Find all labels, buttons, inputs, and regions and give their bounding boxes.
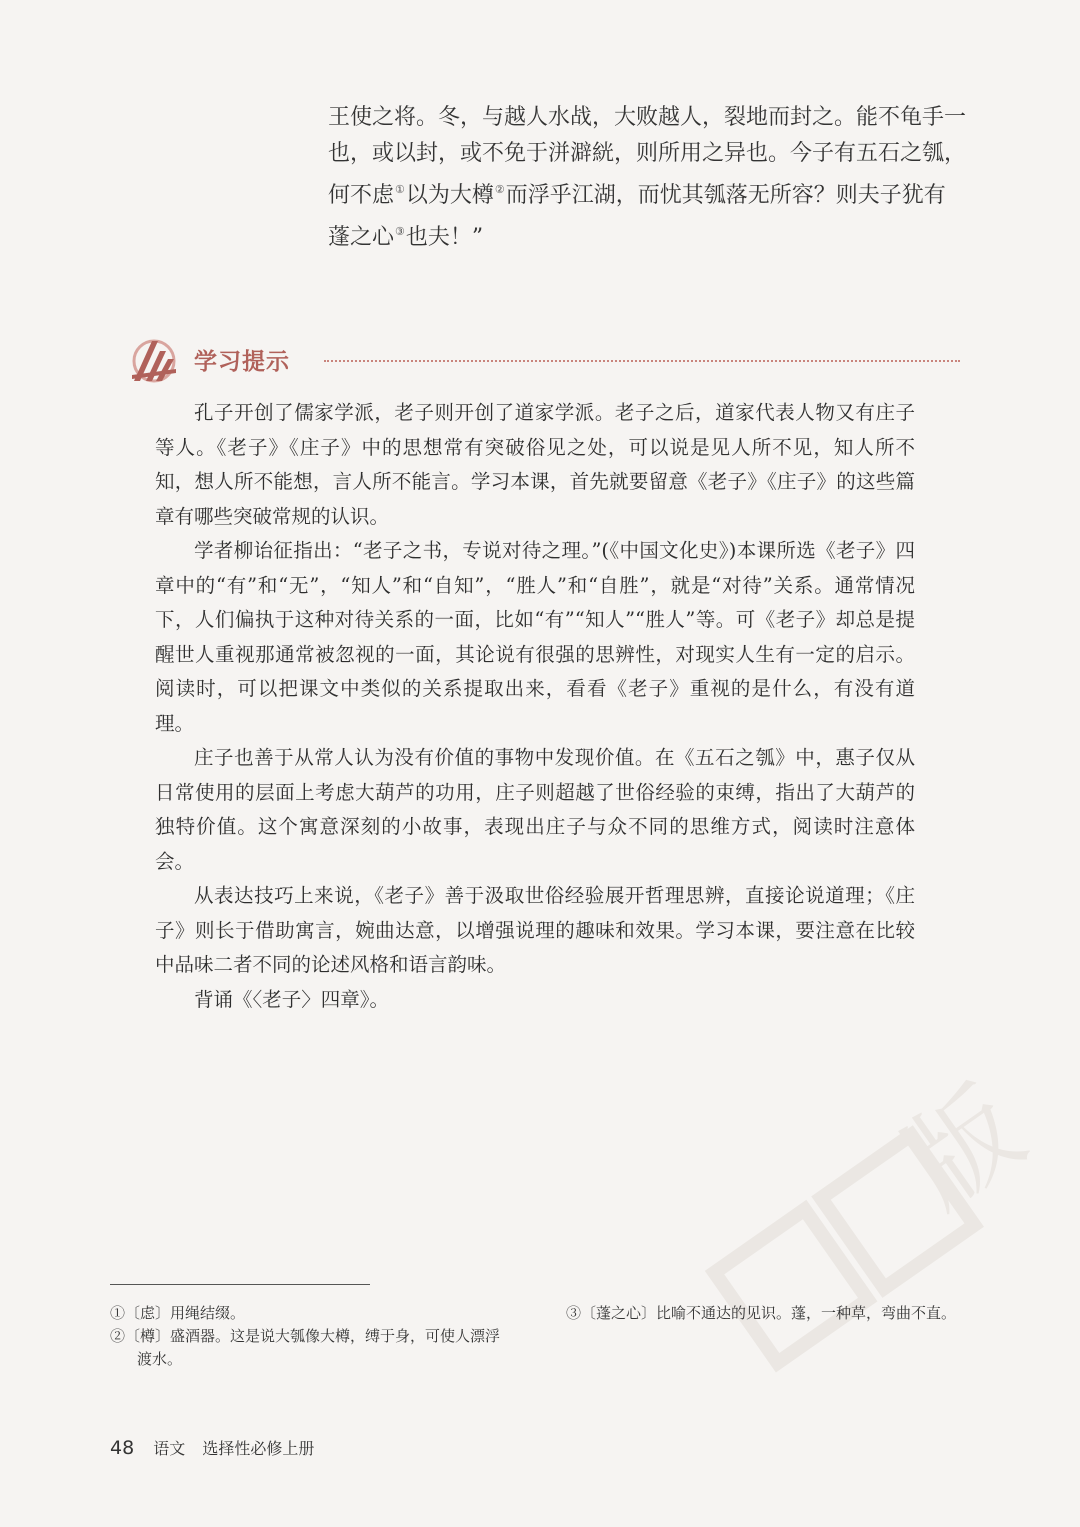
footer-book-title: 选择性必修上册 bbox=[202, 1439, 315, 1458]
passage-continuation bbox=[328, 100, 968, 256]
footnote-item: ②〔樽〕盛酒器。这是说大瓠像大樽，缚于身，可使人漂浮渡水。 bbox=[110, 1327, 501, 1368]
tips-paragraph: 背诵《〈老子〉四章》。 bbox=[194, 987, 390, 1011]
footnote-marker[interactable]: ② bbox=[494, 183, 505, 196]
passage-line: 王使之将。冬，与越人水战，大败越人，裂地而封之。能不龟手一 bbox=[328, 105, 967, 130]
dotted-divider bbox=[324, 360, 960, 362]
tips-paragraph: 庄子也善于从常人认为没有价值的事物中发现价值。在《五石之瓠》中，惠子仅从日常使用的层面上考虑大葫芦的功用，庄子则超越了世俗经验的束缚，指出了大葫芦的独特价值。这个寓意深刻的小故事，表现出庄子与众不同的思维方式，阅读时注意体会。 bbox=[155, 746, 915, 873]
passage-text: 何不虑 bbox=[328, 183, 395, 208]
section-header bbox=[128, 335, 960, 385]
page-footer bbox=[110, 1436, 314, 1459]
study-tips-body bbox=[155, 396, 915, 1017]
passage-text: 也夫！” bbox=[405, 225, 484, 250]
study-tips-icon bbox=[128, 335, 180, 385]
footnote-marker[interactable]: ① bbox=[395, 183, 405, 196]
tips-paragraph: 从表达技巧上来说，《老子》善于汲取世俗经验展开哲理思辨，直接论说道理；《庄子》则长于借助寓言，婉曲达意，以增强说理的趣味和效果。学习本课，要注意在比较中品味二者不同的论述风格和语言韵味。 bbox=[155, 884, 915, 976]
footnote-item: ③〔蓬之心〕比喻不通达的见识。蓬，一种草，弯曲不直。 bbox=[566, 1304, 957, 1322]
section-title: 学习提示 bbox=[194, 349, 290, 375]
passage-text: 而浮乎江湖，而忧其瓠落无所容？则夫子犹有 bbox=[505, 183, 946, 208]
footnote-rule bbox=[110, 1284, 370, 1285]
footnote-marker[interactable]: ③ bbox=[395, 225, 405, 238]
tips-paragraph: 学者柳诒征指出：“老子之书，专说对待之理。”(《中国文化史》)本课所选《老子》四章中的“有”和“无”，“知人”和“自知”，“胜人”和“自胜”，就是“对待”关系。通常情况下，人们偏执于这种对待关系的一面，比如“有”“知人”“胜人”等。可《老子》却总是提醒世人重视那通常被忽视的一面，其论说有很强的思辨性，对现实人生有一定的启示。阅读时，可以把课文中类似的关系提取出来，看看《老子》重视的是什么，有没有道理。 bbox=[155, 539, 915, 735]
passage-text: 以为大樽 bbox=[405, 183, 494, 208]
passage-text: 蓬之心 bbox=[328, 225, 395, 250]
passage-line bbox=[328, 172, 968, 214]
publisher-watermark bbox=[700, 1060, 1060, 1400]
footer-subject: 语文 bbox=[153, 1439, 186, 1458]
footnotes-left bbox=[110, 1302, 510, 1371]
watermark-text: 版 bbox=[881, 1063, 1046, 1232]
page-number: 48 bbox=[110, 1437, 135, 1459]
tips-paragraph: 孔子开创了儒家学派，老子则开创了道家学派。老子之后，道家代表人物又有庄子等人。《老子》《庄子》中的思想常有突破俗见之处，可以说是见人所不见，知人所不知，想人所不能想，言人所不能言。学习本课，首先就要留意《老子》《庄子》的这些篇章有哪些突破常规的认识。 bbox=[155, 401, 915, 528]
passage-line: 也，或以封，或不免于洴澼絖，则所用之异也。今子有五石之瓠， bbox=[328, 141, 967, 166]
passage-line bbox=[328, 214, 968, 256]
footnotes-right bbox=[566, 1302, 966, 1325]
footnote-item: ①〔虑〕用绳结缀。 bbox=[110, 1304, 246, 1322]
